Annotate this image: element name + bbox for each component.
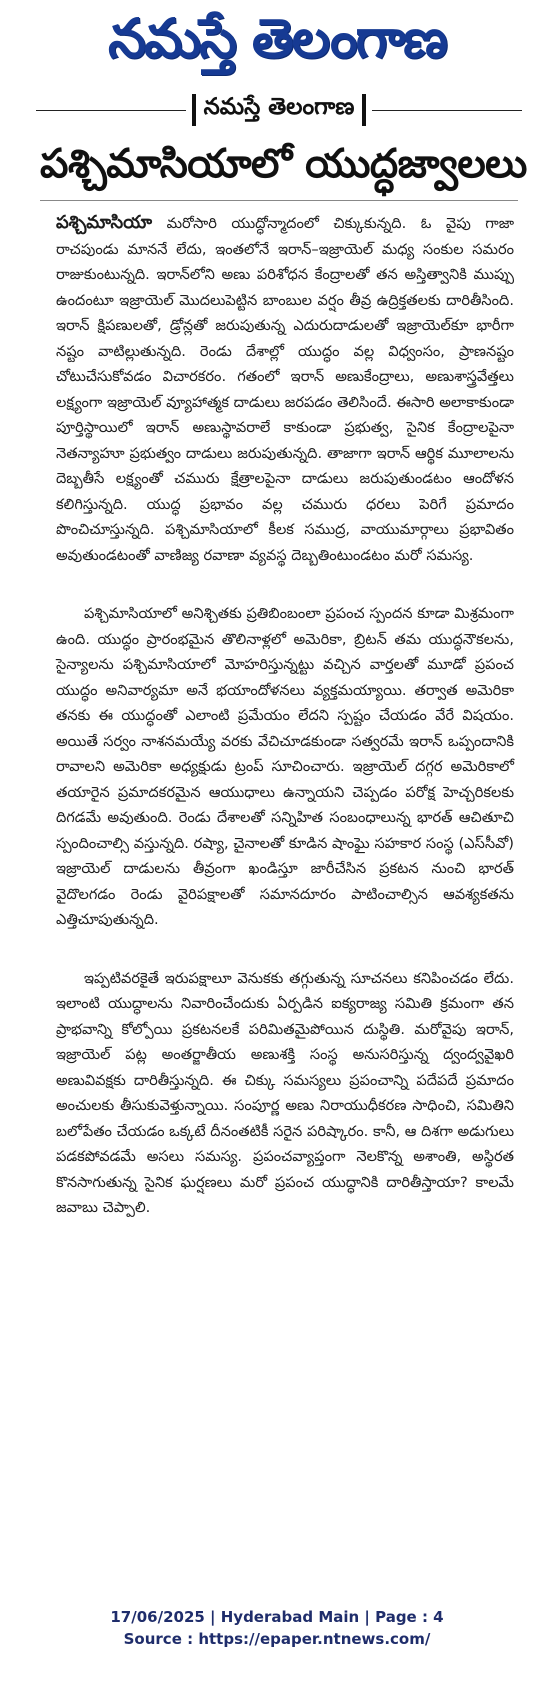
footer-source: Source : https://epaper.ntnews.com/ (123, 1630, 431, 1648)
masthead (0, 2, 554, 88)
column-title: నమస్తే తెలంగాణ (203, 94, 355, 120)
headline: పశ్చిమాసియాలో యుద్ధజ్వాలలు (40, 141, 527, 187)
footer (0, 1606, 554, 1650)
paragraph-1-text: మరోసారి యుద్ధోన్మాదంలో చిక్కుకున్నది. ఓ వైపు గాజా రాచపుండు మాననే లేదు, ఇంతలోనే ఇరాన్–ఇజ్రాయెల్ మధ్య సంకుల సమరం రాజుకుంటున్నది. ఇరాన్‌లోని అణు పరిశోధన కేంద్రాలతో తన అస్తిత్వానికి ముప్పు ఉందంటూ ఇజ్రాయెల్ మొదలుపెట్టిన బాంబుల వర్షం తీవ్ర ఉద్రిక్తతలకు దారితీసింది. ఇరాన్ క్షిపణులతో, డ్రోన్లతో జరుపుతున్న ఎదురుదాడులతో ఇజ్రాయెల్‌కూ భారీగా నష్టం వాటిల్లుతున్నది. రెండు దేశాల్లో యుద్ధం వల్ల విధ్వంసం, ప్రాణనష్టం చోటుచేసుకోవడం విచారకరం. గతంలో ఇరాన్ అణుకేంద్రాలు, అణుశాస్త్రవేత్తలు లక్ష్యంగా ఇజ్రాయెల్ వ్యూహాత్మక దాడులు జరపడం తెలిసిందే. ఈసారి అలాకాకుండా పూర్తిస్థాయిలో ఇరాన్ అణుస్థావరాలే కాకుండా ప్రభుత్వ, సైనిక కేంద్రాలపైనా నెతన్యాహూ ప్రభుత్వం దాడులు జరుపుతున్నది. తాజాగా ఇరాన్ ఆర్థిక మూలాలను దెబ్బతీసే లక్ష్యంతో చమురు క్షేత్రాలపైనా దాడులు జరుపుతుండటం ఆందోళన కలిగిస్తున్నది. యుద్ధ ప్రభావం వల్ల చమురు ధరలు పెరిగే ప్రమాదం పొంచిచూస్తున్నది. పశ్చిమాసియాలో కీలక సముద్ర, వాయుమార్గాలు ప్రభావితం అవుతుండటంతో వాణిజ్య రవాణా వ్యవస్థ దెబ్బతింటుండటం మరో సమస్య. (56, 215, 514, 564)
column-header (36, 92, 522, 128)
header-rule-left (36, 110, 186, 111)
paragraph-1 (56, 210, 514, 568)
paragraph-3: ఇప్పటివరకైతే ఇరుపక్షాలూ వెనుకకు తగ్గుతున్న సూచనలు కనిపించడం లేదు. ఇలాంటి యుద్ధాలను నివారించేందుకు ఏర్పడిన ఐక్యరాజ్య సమితి క్రమంగా తన ప్రాభవాన్ని కోల్పోయి ప్రకటనలకే పరిమితమైపోయిన దుస్థితి. మరోవైపు ఇరాన్, ఇజ్రాయెల్ పట్ల అంతర్జాతీయ అణుశక్తి సంస్థ అనుసరిస్తున్న ద్వంద్వవైఖరి అణువివక్షకు దారితీస్తున్నది. ఈ చిక్కు సమస్యలు ప్రపంచాన్ని పదేపదే ప్రమాదం అంచులకు తీసుకువెళ్తున్నాయి. సంపూర్ణ అణు నిరాయుధీకరణ సాధించి, సమితిని బలోపేతం చేయడం ఒక్కటే దీనంతటికీ సరైన పరిష్కారం. కానీ, ఆ దిశగా అడుగులు పడకపోవడమే అసలు సమస్య. ప్రపంచవ్యాప్తంగా నెలకొన్న అశాంతి, అస్థిరత కొనసాగుతున్న సైనిక ఘర్షణలు మరో ప్రపంచ యుద్ధానికి దారితీస్తాయా? కాలమే జవాబు చెప్పాలి. (56, 969, 514, 1216)
headline-rule (40, 200, 518, 201)
dateline: పశ్చిమాసియా (56, 212, 153, 233)
paragraph-2: పశ్చిమాసియాలో అనిశ్చితకు ప్రతిబింబంలా ప్రపంచ స్పందన కూడా మిశ్రమంగా ఉంది. యుద్ధం ప్రారంభమైన తొలినాళ్లలో అమెరికా, బ్రిటన్ తమ యుద్ధనౌకలను, సైన్యాలను పశ్చిమాసియాలో మోహరిస్తున్నట్టు వచ్చిన వార్తలతో మూడో ప్రపంచ యుద్ధం అనివార్యమా అనే భయాందోళనలు వ్యక్తమయ్యాయి. తర్వాత అమెరికా తనకు ఈ యుద్ధంతో ఎలాంటి ప్రమేయం లేదని స్పష్టం చేయడం వేరే విషయం. అయితే సర్వం నాశనమయ్యే వరకు వేచిచూడకుండా సత్వరమే ఇరాన్ ఒప్పందానికి రావాలని అమెరికా అధ్యక్షుడు ట్రంప్ సూచించారు. ఇజ్రాయెల్ దగ్గర అమెరికాలో తయారైన ప్రమాదకరమైన ఆయుధాలు ఉన్నాయని చెప్పడం పరోక్ష హెచ్చరికలకు దిగడమే అవుతుంది. రెండు దేశాలతో సన్నిహిత సంబంధాలున్న భారత్ ఆచితూచి స్పందించాల్సి వస్తున్నది. రష్యా, చైనాలతో కూడిన షాంఘై సహకార సంస్థ (ఎస్‌సీవో) ఇజ్రాయెల్ దాడులను తీవ్రంగా ఖండిస్తూ జారీచేసిన ప్రకటన నుంచి భారత్ వైదొలగడం రెండు వైరిపక్షాలతో సమానదూరం పాటించాల్సిన ఆవశ్యకతను ఎత్తిచూపుతున్నది. (56, 605, 514, 928)
article-body (56, 210, 514, 1254)
header-rule-right (372, 110, 522, 111)
header-bar-right (362, 94, 366, 126)
footer-date-edition: 17/06/2025 | Hyderabad Main | Page : 4 (110, 1608, 444, 1626)
masthead-logo: నమస్తే తెలంగాణ (108, 6, 446, 70)
